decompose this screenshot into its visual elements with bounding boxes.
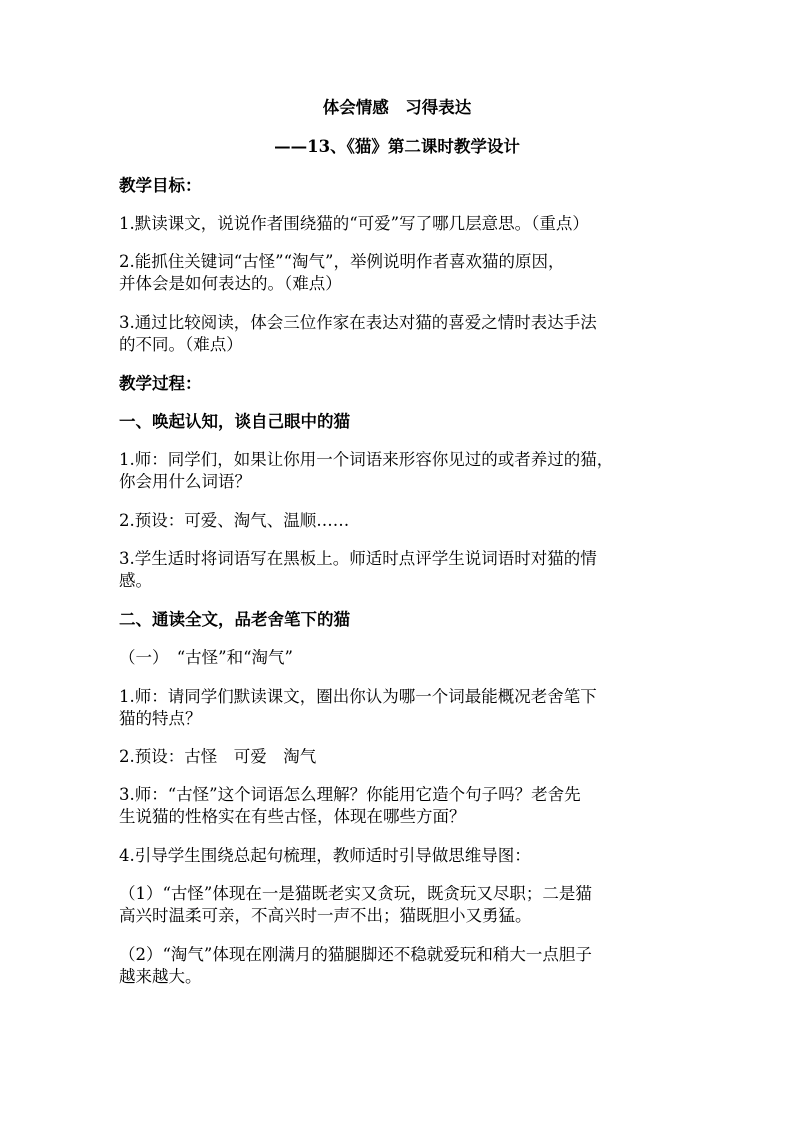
paragraph-line: （2）“淘气”体现在刚满月的猫腿脚还不稳就爱玩和稍大一点胆子	[119, 945, 592, 964]
paragraph-line: 感。	[119, 571, 152, 590]
paragraph-line: 1.师：请同学们默读课文，圈出你认为哪一个词最能概况老舍笔下	[119, 687, 597, 706]
paragraph-line: 2.预设：可爱、淘气、温顺……	[119, 511, 350, 530]
document-subtitle: ——13、《猫》第二课时教学设计	[274, 137, 520, 156]
paragraph-line: 3.学生适时将词语写在黑板上。师适时点评学生说词语时对猫的情	[119, 549, 597, 568]
section-heading-objectives: 教学目标：	[119, 176, 202, 195]
paragraph-line: 3.通过比较阅读，体会三位作家在表达对猫的喜爱之情时表达手法	[119, 313, 597, 332]
paragraph-line: 高兴时温柔可亲，不高兴时一声不出；猫既胆小又勇猛。	[119, 906, 532, 925]
paragraph-line: （1）“古怪”体现在一是猫既老实又贪玩，既贪玩又尽职；二是猫	[119, 884, 592, 903]
document-title: 体会情感 习得表达	[322, 98, 472, 117]
paragraph-line: 你会用什么词语？	[119, 472, 251, 491]
section-heading-part-one: 一、唤起认知，谈自己眼中的猫	[119, 412, 350, 431]
paragraph-line: 2.预设：古怪 可爱 淘气	[119, 747, 317, 766]
paragraph-line: 越来越大。	[119, 967, 202, 986]
paragraph-line: 并体会是如何表达的。（难点）	[119, 274, 342, 293]
paragraph-line: 3.师：“古怪”这个词语怎么理解？你能用它造个句子吗？老舍先	[119, 785, 581, 804]
paragraph-line: 生说猫的性格实在有些古怪，体现在哪些方面？	[119, 807, 466, 826]
paragraph-line: 1.师：同学们，如果让你用一个词语来形容你见过的或者养过的猫，	[119, 450, 614, 469]
paragraph-line: 4.引导学生围绕总起句梳理，教师适时引导做思维导图：	[119, 846, 531, 865]
paragraph-line: 2.能抓住关键词“古怪”“淘气”，举例说明作者喜欢猫的原因，	[119, 252, 565, 271]
subsection-heading: （一） “古怪”和“淘气”	[119, 648, 293, 667]
paragraph-line: 1.默读课文，说说作者围绕猫的“可爱”写了哪几层意思。（重点）	[119, 214, 589, 233]
section-heading-part-two: 二、通读全文，品老舍笔下的猫	[119, 610, 350, 629]
paragraph-line: 猫的特点？	[119, 709, 202, 728]
paragraph-line: 的不同。（难点）	[119, 335, 243, 354]
section-heading-process: 教学过程：	[119, 374, 202, 393]
